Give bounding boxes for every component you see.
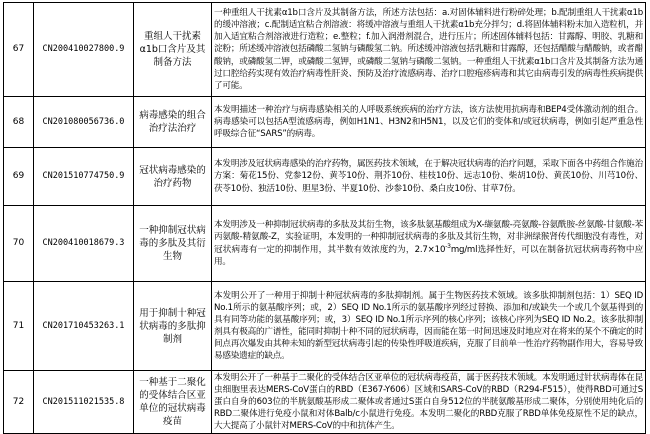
table-row	[4, 148, 646, 206]
patent-title: 一种基于二聚化的受体结合区亚单位的冠状病毒疫苗	[134, 371, 212, 434]
application-number: CN200410018679.3	[34, 206, 134, 282]
patent-abstract	[212, 206, 646, 282]
patent-title: 重组人干扰素α1b口含片及其制备方法	[134, 3, 212, 97]
table-row	[4, 282, 646, 371]
patent-abstract: 本发明公开了一种用于抑制十种冠状病毒的多肽抑制剂。属于生物医药技术领域。该多肽抑制剂包括：1）SEQ ID No.1所示的氨基酸序列；或，2）SEQ ID No.1所示的氨基酸序列经过替换、添加和/或缺失一个或几个氨基得到的具有同等功能的氨基酸序列；或，3）SEQ ID No.1所示序列的核心序列；该核心序列为SEQ ID No.2。该多肽抑制剂具有极高的广谱性，能同时抑制十种不同的冠状病毒，因而能在第一时间迅速及时地应对在将来的某个不确定的时间点再次爆发由其种未知的新型冠状病毒引起的传染性呼吸道疾病，克服了目前单一性治疗药物副作用大，容易导致易感染遗症的缺点。	[212, 282, 646, 371]
patent-title: 病毒感染的组合治疗法治疗	[134, 97, 212, 148]
table-row	[4, 3, 646, 97]
application-number: CN200410027800.9	[34, 3, 134, 97]
row-number: 72	[4, 371, 34, 434]
row-number: 68	[4, 97, 34, 148]
application-number: CN201510774750.9	[34, 148, 134, 206]
application-number: CN201710453263.1	[34, 282, 134, 371]
patent-abstract: 一种重组人干扰素α1b口含片及其制备方法，所述方法包括：a.对固体辅料进行粉碎处理；b.配制重组人干扰素α1b的缓冲溶液；c.配制适宜粘合剂溶液：将缓冲溶液与重组人干扰素α1b充分拌匀；d.将固体辅料粉末加入造粒机，并加入适宜粘合剂溶液进行造粒；e.整粒；f.加入润滑剂混合，进行压片；所述固体辅料包括：甘露醇、明胶、乳糖和淀粉；所述缓冲溶液包括磷酸二氢钠与磷酸氢二钠。所述缓冲溶液包括乳糖和甘露醇，还包括醋酸与醋酸钠，或者醋酸钠，或磷酸氢二钾，或磷酸二氢钾，或磷酸二氢钠与磷酸二氢钠。一种重组人干扰素α1b口含片及其制备方法为通过口腔给药实现有效治疗病毒性肝炎、预防及治疗流感病毒、治疗口腔疱疹病毒和其它由病毒引发的病毒性疾病提供了可能。	[212, 3, 646, 97]
patent-abstract: 本发明涉及冠状病毒感染的治疗药物，属医药技术领域，在于解决冠状病毒的治疗问题，采取下面各中药组合作施治方案：菊花15份、党参12份、黄芩10份、荆芥10份、桂枝10份、远志10份、柴胡10份、黄芪10份、川芎10份、茯苓10份、独活10份、胆星3份、半夏10份、沙参10份、桑白皮10份、甘草7份。	[212, 148, 646, 206]
concentration-value: $2.7\times 10^{-3}mg/ml$	[414, 242, 478, 255]
table-row	[4, 371, 646, 434]
patent-title: 用于抑制十种冠状病毒的多肽抑制剂	[134, 282, 212, 371]
table-row	[4, 206, 646, 282]
row-number: 69	[4, 148, 34, 206]
application-number: CN201511021535.8	[34, 371, 134, 434]
table-row	[4, 97, 646, 148]
patent-title: 一种抑制冠状病毒的多肽及其衍生物	[134, 206, 212, 282]
patent-abstract: 本发明公开了一种基于二聚化的受体结合区亚单位的冠状病毒疫苗，属于医药技术领域。本发明通过针状病毒体在昆虫细胞里表达MERS-CoV蛋白的RBD（E367-Y606）区域和SARS-CoV的RBD（R294-F515），使得RBD可通过S蛋白自身的603位的半胱氨酸基形成二聚体或者通过S蛋白自身512位的半胱氨酸基形成二聚体，分别使用纯化后的RBD二聚体进行免疫小鼠和对体Balb/c小鼠进行免疫。本发明二聚化的RBD克服了RBD单体免疫原性不足的缺点，大大提高了小鼠针对MERS-CoV的中和抗体产生。	[212, 371, 646, 434]
row-number: 67	[4, 3, 34, 97]
row-number: 71	[4, 282, 34, 371]
row-number: 70	[4, 206, 34, 282]
application-number: CN201080056736.0	[34, 97, 134, 148]
patent-table	[3, 2, 646, 434]
patent-title: 冠状病毒感染的治疗药物	[134, 148, 212, 206]
abstract-text: 本发明涉及一种抑制冠状病毒的多肽及其衍生物，该多肽氨基酸组成为X-缬氨酸-亮氨酸-谷氨酰胺-丝氨酸-甘氨酸-苯丙氨酸-精氨酸-Z，实验证明，本发明的一种抑制冠状病毒的多肽及其衍生物，对非洲绿猴肾传代细胞没有毒性，对冠状病毒有一定的抑制作用，其半数有效浓度约为，	[214, 220, 643, 255]
abstract-text-tail: 选择性好，可以在制备抗冠状病毒药物中应用。	[214, 244, 644, 267]
patent-abstract: 本发明描述一种治疗与病毒感染相关的人呼吸系统疾病的治疗方法，该方法使用抗病毒和BEP4受体激动剂的组合。病毒感染可以包括A型流感病毒，例如H1N1、H3N2和H5N1，以及它们的变体和/或冠状病毒，例如引起严重急性呼吸综合征“SARS”的病毒。	[212, 97, 646, 148]
